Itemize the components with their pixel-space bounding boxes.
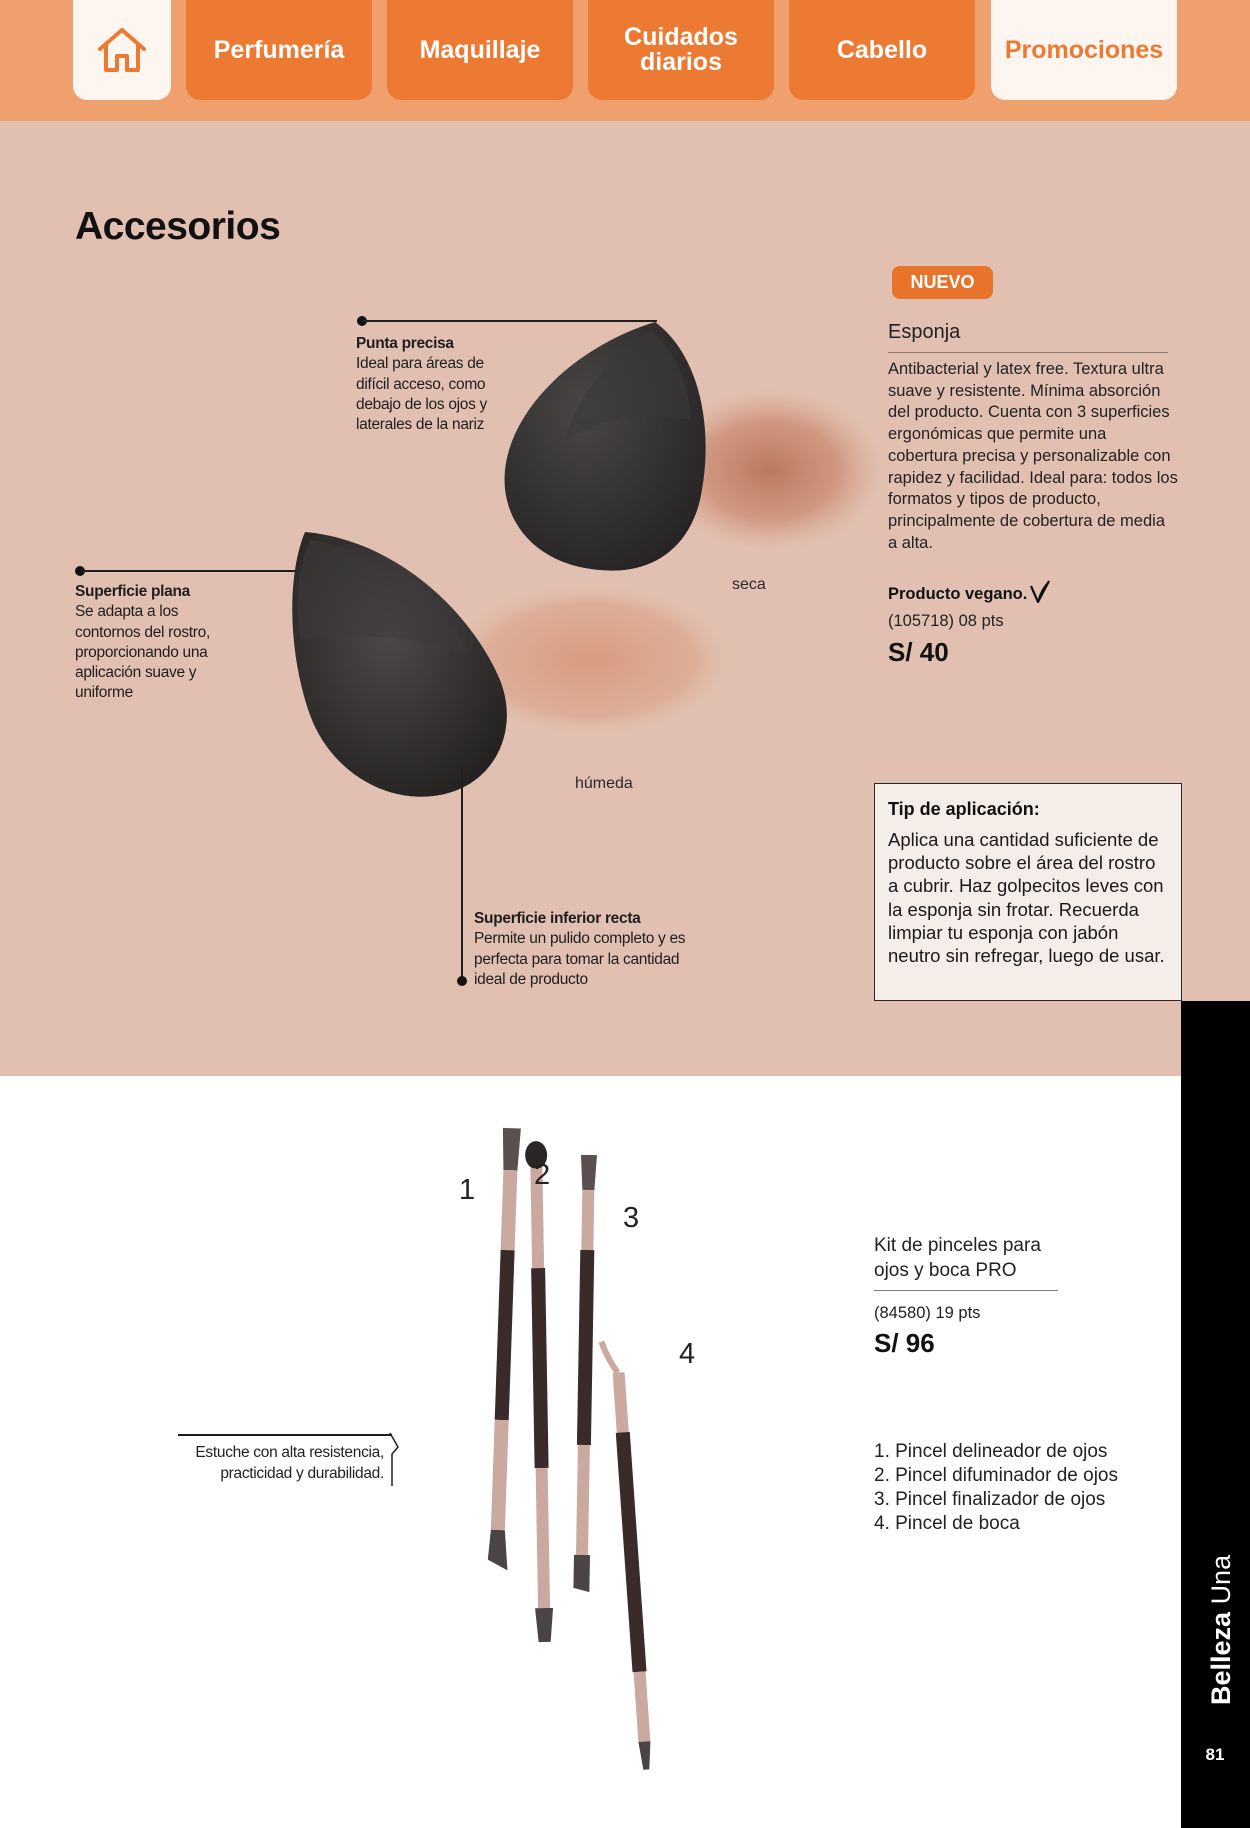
vegan-leaf-icon	[1029, 580, 1051, 604]
nav-tab-perfumeria[interactable]	[186, 0, 372, 100]
brush-number-3: 3	[623, 1202, 640, 1234]
callout-punta-precisa	[356, 334, 496, 435]
brush-number-4: 4	[679, 1338, 696, 1370]
callout-superficie-plana	[75, 582, 235, 704]
product-price: S/ 40	[888, 637, 949, 667]
list-item: 2. Pincel difuminador de ojos	[874, 1465, 1118, 1486]
tip-title: Tip de aplicación:	[888, 799, 1040, 819]
nav-home-tab[interactable]	[73, 0, 171, 100]
callout-text: Permite un pulido completo y es perfecta para tomar la cantidad ideal de producto	[474, 930, 686, 988]
section-title: Accesorios	[75, 205, 281, 248]
brand-bold: Belleza	[1206, 1611, 1236, 1705]
list-item: 4. Pincel de boca	[874, 1513, 1020, 1534]
callout-leader-line	[362, 320, 657, 322]
brush-number-2: 2	[534, 1159, 551, 1191]
kit-name: Kit de pinceles para ojos y boca PRO	[874, 1235, 1041, 1281]
nav-tab-label: Perfumería	[213, 35, 345, 64]
vegan-label	[888, 580, 1051, 604]
case-note: Estuche con alta resistencia, practicidad y durabilidad.	[195, 1444, 384, 1482]
product-name: Esponja	[888, 321, 961, 343]
nav-tab-label: Cuidados diarios	[624, 23, 738, 76]
nav-tab-cabello[interactable]	[789, 0, 975, 100]
new-badge: NUEVO	[892, 266, 993, 299]
list-item: 3. Pincel finalizador de ojos	[874, 1489, 1106, 1510]
list-item: 1. Pincel delineador de ojos	[874, 1441, 1108, 1462]
nav-tab-label: Maquillaje	[419, 35, 541, 64]
vegan-text: Producto vegano.	[888, 585, 1028, 603]
house-icon	[95, 25, 149, 75]
callout-title: Punta precisa	[356, 335, 454, 352]
top-navigation	[0, 0, 1250, 121]
nav-tab-label: Cabello	[836, 35, 928, 64]
brand-light: Una	[1206, 1554, 1236, 1612]
kit-price: S/ 96	[874, 1328, 935, 1358]
nav-tab-maquillaje[interactable]	[387, 0, 573, 100]
callout-superficie-inferior	[474, 909, 686, 990]
tip-text: Aplica una cantidad suficiente de producto sobre el área del rostro a cubrir. Haz golpecitos leves con la esponja sin frotar. Recuerda limpiar tu esponja con jabón neutro sin refregar, luego de usar.	[888, 829, 1165, 967]
kit-code: (84580) 19 pts	[874, 1304, 981, 1322]
bracket-arrow-icon	[388, 1432, 402, 1487]
nav-tab-cuidados-diarios[interactable]	[588, 0, 774, 100]
callout-leader-line	[80, 570, 295, 572]
divider	[874, 1290, 1058, 1291]
callout-marker-dot	[457, 976, 467, 986]
nav-tab-promociones[interactable]	[991, 0, 1177, 100]
callout-text: Se adapta a los contornos del rostro, proporcionando una aplicación suave y uniforme	[75, 603, 210, 702]
callout-title: Superficie plana	[75, 583, 190, 600]
callout-leader-line	[461, 766, 463, 982]
label-humeda: húmeda	[575, 775, 633, 792]
application-tip-box	[874, 783, 1182, 1001]
page-number: 81	[1205, 1745, 1225, 1764]
brand-name	[1206, 1555, 1237, 1705]
divider	[888, 352, 1168, 353]
nav-tab-label: Promociones	[1004, 35, 1164, 64]
brush-number-1: 1	[459, 1174, 476, 1206]
brush-kit-image	[420, 1110, 680, 1790]
callout-text: Ideal para áreas de difícil acceso, como debajo de los ojos y laterales de la nariz	[356, 355, 488, 434]
product-code: (105718) 08 pts	[888, 612, 1004, 630]
product-description: Antibacterial y latex free. Textura ultra suave y resistente. Mínima absorción del producto. Cuenta con 3 superficies ergonómicas que permite una cobertura precisa y personalizable con rapidez y facilidad. Ideal para: todos los formatos y tipos de producto, principalmente de cobertura de media a alta.	[888, 360, 1178, 552]
callout-title: Superficie inferior recta	[474, 910, 641, 927]
case-note-bracket	[178, 1434, 392, 1436]
kit-items-list	[874, 1440, 1118, 1536]
label-seca: seca	[732, 576, 766, 593]
